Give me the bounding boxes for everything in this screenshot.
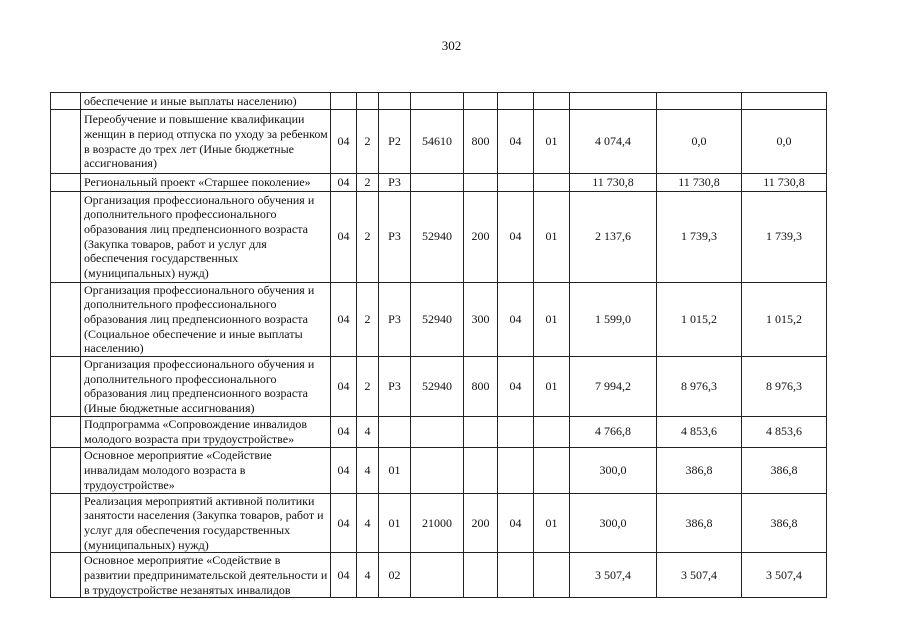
blank-cell xyxy=(51,356,81,416)
row-name: обеспечение и иные выплаты населению) xyxy=(81,93,331,110)
code-cell: 800 xyxy=(464,356,498,416)
code-cell: 300 xyxy=(464,282,498,356)
table-row xyxy=(51,191,827,282)
amount-cell: 386,8 xyxy=(657,447,742,493)
code-cell: 200 xyxy=(464,493,498,553)
code-cell xyxy=(498,174,534,192)
code-cell xyxy=(498,553,534,598)
code-cell xyxy=(357,93,379,110)
amount-cell: 11 730,8 xyxy=(570,174,657,192)
amount-cell: 0,0 xyxy=(742,110,827,174)
amount-cell: 2 137,6 xyxy=(570,191,657,282)
amount-cell: 7 994,2 xyxy=(570,356,657,416)
amount-cell: 0,0 xyxy=(657,110,742,174)
table-row xyxy=(51,416,827,447)
code-cell: 2 xyxy=(357,174,379,192)
row-name: Подпрограмма «Сопровождение инвалидов молодого возраста при трудоустройстве» xyxy=(81,416,331,447)
table-row xyxy=(51,282,827,356)
code-cell: 4 xyxy=(357,493,379,553)
code-cell xyxy=(464,93,498,110)
code-cell xyxy=(534,553,570,598)
row-name: Основное мероприятие «Содействие в развитии предпринимательской деятельности и в трудоустройстве незанятых инвалидов xyxy=(81,553,331,598)
amount-cell: 4 853,6 xyxy=(657,416,742,447)
row-name: Организация профессионального обучения и дополнительного профессионального образования лиц предпенсионного возраста (Закупка товаров, работ и услуг для обеспечения государственных (муниципальных) нужд) xyxy=(81,191,331,282)
code-cell: 04 xyxy=(498,191,534,282)
code-cell: Р3 xyxy=(379,174,411,192)
table-row xyxy=(51,93,827,110)
amount-cell: 386,8 xyxy=(742,447,827,493)
code-cell xyxy=(534,93,570,110)
code-cell: 21000 xyxy=(411,493,464,553)
code-cell xyxy=(534,174,570,192)
code-cell: 2 xyxy=(357,356,379,416)
row-name: Переобучение и повышение квалификации женщин в период отпуска по уходу за ребенком в возрасте до трех лет (Иные бюджетные ассигнования) xyxy=(81,110,331,174)
amount-cell xyxy=(742,93,827,110)
code-cell xyxy=(498,416,534,447)
code-cell xyxy=(379,416,411,447)
code-cell xyxy=(498,93,534,110)
amount-cell: 1 599,0 xyxy=(570,282,657,356)
code-cell xyxy=(464,553,498,598)
code-cell xyxy=(379,93,411,110)
code-cell xyxy=(464,174,498,192)
amount-cell: 1 739,3 xyxy=(657,191,742,282)
code-cell: 02 xyxy=(379,553,411,598)
amount-cell: 300,0 xyxy=(570,493,657,553)
table-row xyxy=(51,447,827,493)
code-cell: 04 xyxy=(498,493,534,553)
code-cell xyxy=(464,416,498,447)
blank-cell xyxy=(51,493,81,553)
code-cell xyxy=(498,447,534,493)
code-cell: 01 xyxy=(534,493,570,553)
code-cell: 04 xyxy=(331,191,357,282)
table-row xyxy=(51,174,827,192)
code-cell xyxy=(331,93,357,110)
row-name: Организация профессионального обучения и дополнительного профессионального образования лиц предпенсионного возраста (Иные бюджетные ассигнования) xyxy=(81,356,331,416)
code-cell xyxy=(411,416,464,447)
blank-cell xyxy=(51,174,81,192)
code-cell: 04 xyxy=(331,447,357,493)
amount-cell xyxy=(657,93,742,110)
code-cell: 04 xyxy=(331,174,357,192)
code-cell: 52940 xyxy=(411,191,464,282)
code-cell: 4 xyxy=(357,553,379,598)
table-row xyxy=(51,110,827,174)
blank-cell xyxy=(51,93,81,110)
code-cell: 01 xyxy=(534,356,570,416)
amount-cell: 1 739,3 xyxy=(742,191,827,282)
amount-cell: 8 976,3 xyxy=(657,356,742,416)
code-cell: 04 xyxy=(331,282,357,356)
code-cell: Р3 xyxy=(379,191,411,282)
amount-cell: 300,0 xyxy=(570,447,657,493)
code-cell: 2 xyxy=(357,282,379,356)
page-number: 302 xyxy=(441,38,462,53)
code-cell: 01 xyxy=(379,447,411,493)
code-cell: 54610 xyxy=(411,110,464,174)
row-name: Реализация мероприятий активной политики занятости населения (Закупка товаров, работ и услуг для обеспечения государственных (муниципальных) нужд) xyxy=(81,493,331,553)
amount-cell: 386,8 xyxy=(742,493,827,553)
code-cell: 04 xyxy=(331,493,357,553)
code-cell: 01 xyxy=(379,493,411,553)
amount-cell: 4 766,8 xyxy=(570,416,657,447)
amount-cell: 4 074,4 xyxy=(570,110,657,174)
code-cell: Р3 xyxy=(379,282,411,356)
code-cell: 4 xyxy=(357,416,379,447)
amount-cell: 3 507,4 xyxy=(742,553,827,598)
code-cell xyxy=(411,447,464,493)
code-cell xyxy=(464,447,498,493)
amount-cell: 4 853,6 xyxy=(742,416,827,447)
code-cell xyxy=(411,553,464,598)
code-cell: 800 xyxy=(464,110,498,174)
code-cell: 01 xyxy=(534,282,570,356)
blank-cell xyxy=(51,447,81,493)
code-cell: 52940 xyxy=(411,356,464,416)
code-cell: 04 xyxy=(331,110,357,174)
code-cell: 01 xyxy=(534,191,570,282)
amount-cell: 3 507,4 xyxy=(570,553,657,598)
code-cell: Р3 xyxy=(379,356,411,416)
table-row xyxy=(51,493,827,553)
code-cell: 200 xyxy=(464,191,498,282)
code-cell xyxy=(411,174,464,192)
blank-cell xyxy=(51,282,81,356)
code-cell xyxy=(534,416,570,447)
code-cell: 04 xyxy=(331,416,357,447)
code-cell xyxy=(534,447,570,493)
table-row xyxy=(51,553,827,598)
code-cell xyxy=(411,93,464,110)
code-cell: 04 xyxy=(331,553,357,598)
blank-cell xyxy=(51,553,81,598)
amount-cell: 11 730,8 xyxy=(742,174,827,192)
code-cell: 52940 xyxy=(411,282,464,356)
amount-cell: 1 015,2 xyxy=(742,282,827,356)
blank-cell xyxy=(51,191,81,282)
code-cell: 2 xyxy=(357,191,379,282)
amount-cell: 8 976,3 xyxy=(742,356,827,416)
budget-table xyxy=(50,92,827,598)
code-cell: Р2 xyxy=(379,110,411,174)
row-name: Региональный проект «Старшее поколение» xyxy=(81,174,331,192)
code-cell: 2 xyxy=(357,110,379,174)
code-cell: 01 xyxy=(534,110,570,174)
blank-cell xyxy=(51,110,81,174)
code-cell: 04 xyxy=(498,282,534,356)
code-cell: 4 xyxy=(357,447,379,493)
amount-cell: 3 507,4 xyxy=(657,553,742,598)
blank-cell xyxy=(51,416,81,447)
table-row xyxy=(51,356,827,416)
row-name: Основное мероприятие «Содействие инвалидам молодого возраста в трудоустройстве» xyxy=(81,447,331,493)
amount-cell: 386,8 xyxy=(657,493,742,553)
amount-cell: 11 730,8 xyxy=(657,174,742,192)
code-cell: 04 xyxy=(498,356,534,416)
code-cell: 04 xyxy=(331,356,357,416)
amount-cell: 1 015,2 xyxy=(657,282,742,356)
amount-cell xyxy=(570,93,657,110)
code-cell: 04 xyxy=(498,110,534,174)
row-name: Организация профессионального обучения и дополнительного профессионального образования лиц предпенсионного возраста (Социальное обеспечение и иные выплаты населению) xyxy=(81,282,331,356)
